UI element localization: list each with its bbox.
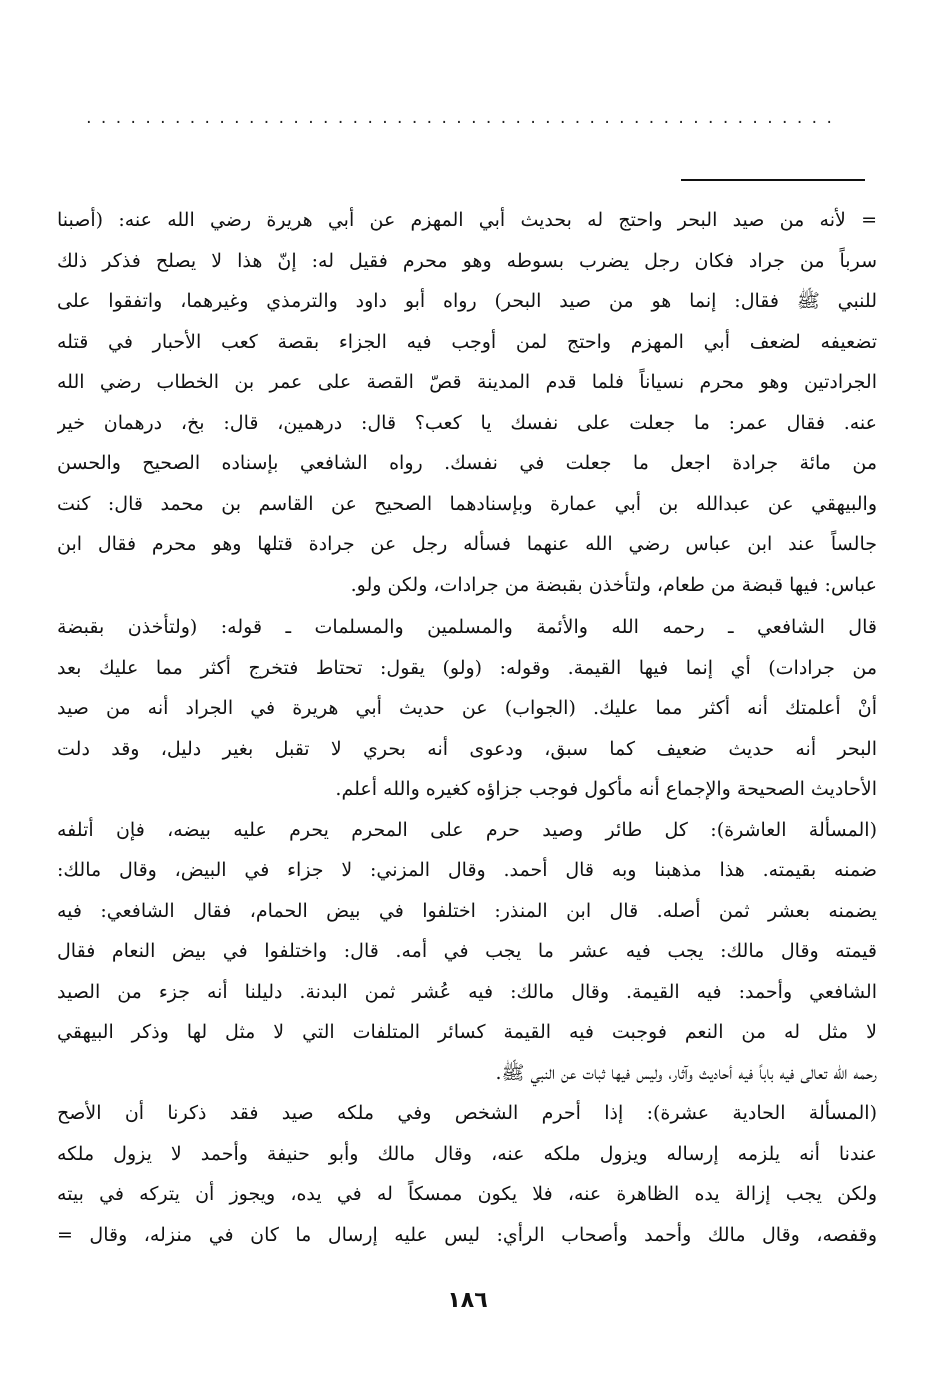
text-line: ضمنه بقيمته. هذا مذهبنا وبه قال أحمد. وقال المزني: لا جزاء في البيض، وقال مالك: <box>57 859 877 881</box>
text-line: عندنا أنه يلزمه إرساله ويزول ملكه عنه، وقال مالك وأبو حنيفة وأحمد لا يزول ملكه <box>57 1142 877 1165</box>
text-line: = لأنه من صيد البحر واحتج له بحديث أبي المهزم عن أبي هريرة رضي الله عنه: (أصبنا <box>57 209 877 231</box>
text-line: والبيهقي عن عبدالله بن أبي عمارة وبإسنادهما الصحيح عن القاسم بن محمد قال: كنت <box>57 492 877 515</box>
text-line: (المسألة العاشرة): كل طائر وصيد حرم على المحرم يحرم عليه بيضه، فإن أتلفه <box>57 818 877 841</box>
text-line: ولكن يجب إزالة يده الظاهرة عنه، فلا يكون ممسكاً له في يده، ويجوز أن يتركه في بيته <box>57 1183 877 1205</box>
paragraph <box>57 810 877 1094</box>
text-line: سرباً من جراد فكان رجل يضرب بسوطه وهو محرم فقيل له: إنّ هذا لا يصلح فذكر ذلك <box>57 249 877 272</box>
text-line: من جرادات) أي إنما فيها القيمة. وقوله: (ولو) يقول: تحتاط فتخرج أكثر مما عليك بعد <box>57 656 877 679</box>
page-number: ١٨٦ <box>447 1288 488 1313</box>
text-line: جالساً عند ابن عباس رضي الله عنهما فسأله رجل عن جرادة قتلها وهو محرم فقال ابن <box>57 533 877 555</box>
text-line: من مائة جرادة اجعل ما جعلت في نفسك. رواه الشافعي بإسناده الصحيح والحسن <box>57 452 877 474</box>
paragraph <box>57 200 877 605</box>
text-line: وقفصه، وقال مالك وأحمد وأصحاب الرأي: ليس عليه إرسال ما كان في منزله، وقال = <box>57 1223 877 1246</box>
text-line: (المسألة الحادية عشرة): إذا أحرم الشخص وفي ملكه صيد فقد ذكرنا أن الأصح <box>57 1102 877 1124</box>
text-line: قال الشافعي ـ رحمه الله والأئمة والمسلمين والمسلمات ـ قوله: (ولتأخذن بقبضة <box>57 616 877 638</box>
text-line: الجرادتين وهو محرم نسياناً فلما قدم المدينة قصّ القصة على عمر بن الخطاب رضي الله <box>57 371 877 393</box>
text-line: للنبي ﷺ فقال: إنما هو من صيد البحر) رواه أبو داود والترمذي وغيرهما، واتفقوا على <box>57 290 877 312</box>
text-line: تضعيفه لضعف أبي المهزم واحتج لمن أوجب فيه الجزاء بقصة كعب الأحبار في قتله <box>57 330 877 353</box>
text-line: عنه. فقال عمر: ما جعلت على نفسك يا كعب؟ قال: درهمين، قال: بخ، درهمان خير <box>57 411 877 434</box>
text-line: عباس: فيها قبضة من طعام، ولتأخذن بقبضة من جرادات، ولكن ولو. <box>350 573 877 596</box>
paragraph <box>57 607 877 810</box>
text-line: لا مثل له من النعم فوجبت فيه القيمة كسائر المتلفات التي لا مثل لها وذكر البيهقي <box>57 1021 877 1043</box>
text-line: أنْ أعلمتك أنه أكثر مما عليك. (الجواب) عن حديث أبي هريرة في الجراد أنه من صيد <box>57 697 877 719</box>
text-line: يضمنه بعشر ثمن أصله. قال ابن المنذر: اختلفوا في بيض الحمام، فقال الشافعي: فيه <box>57 899 877 922</box>
text-line: رحمه الله تعالى فيه باباً فيه أحاديث وآثار، وليس فيها ثبات عن النبي ﷺ. <box>495 1061 877 1084</box>
text-line: قيمته وقال مالك: يجب فيه عشر ما يجب في أمه. قال: واختلفوا في بيض النعام فقال <box>57 940 877 962</box>
paragraph <box>57 1093 877 1255</box>
text-line: الأحاديث الصحيحة والإجماع أنه مأكول فوجب جزاؤه كغيره والله أعلم. <box>335 778 877 800</box>
page-body <box>57 200 877 1260</box>
footnote-rule <box>681 179 865 181</box>
text-line: البحر أنه حديث ضعيف كما سبق، ودعوى أنه بحري لا تقبل بغير دليل، وقد دلت <box>57 737 877 760</box>
header-dotted-separator: . . . . . . . . . . . . . . . . . . . . . . . . . . . . . . . . . . . . . . . . . . . . . . . . . . . <box>86 108 834 128</box>
text-line: الشافعي وأحمد: فيه القيمة. وقال مالك: فيه عُشر ثمن البدنة. دليلنا أنه جزء من الصيد <box>57 980 877 1003</box>
